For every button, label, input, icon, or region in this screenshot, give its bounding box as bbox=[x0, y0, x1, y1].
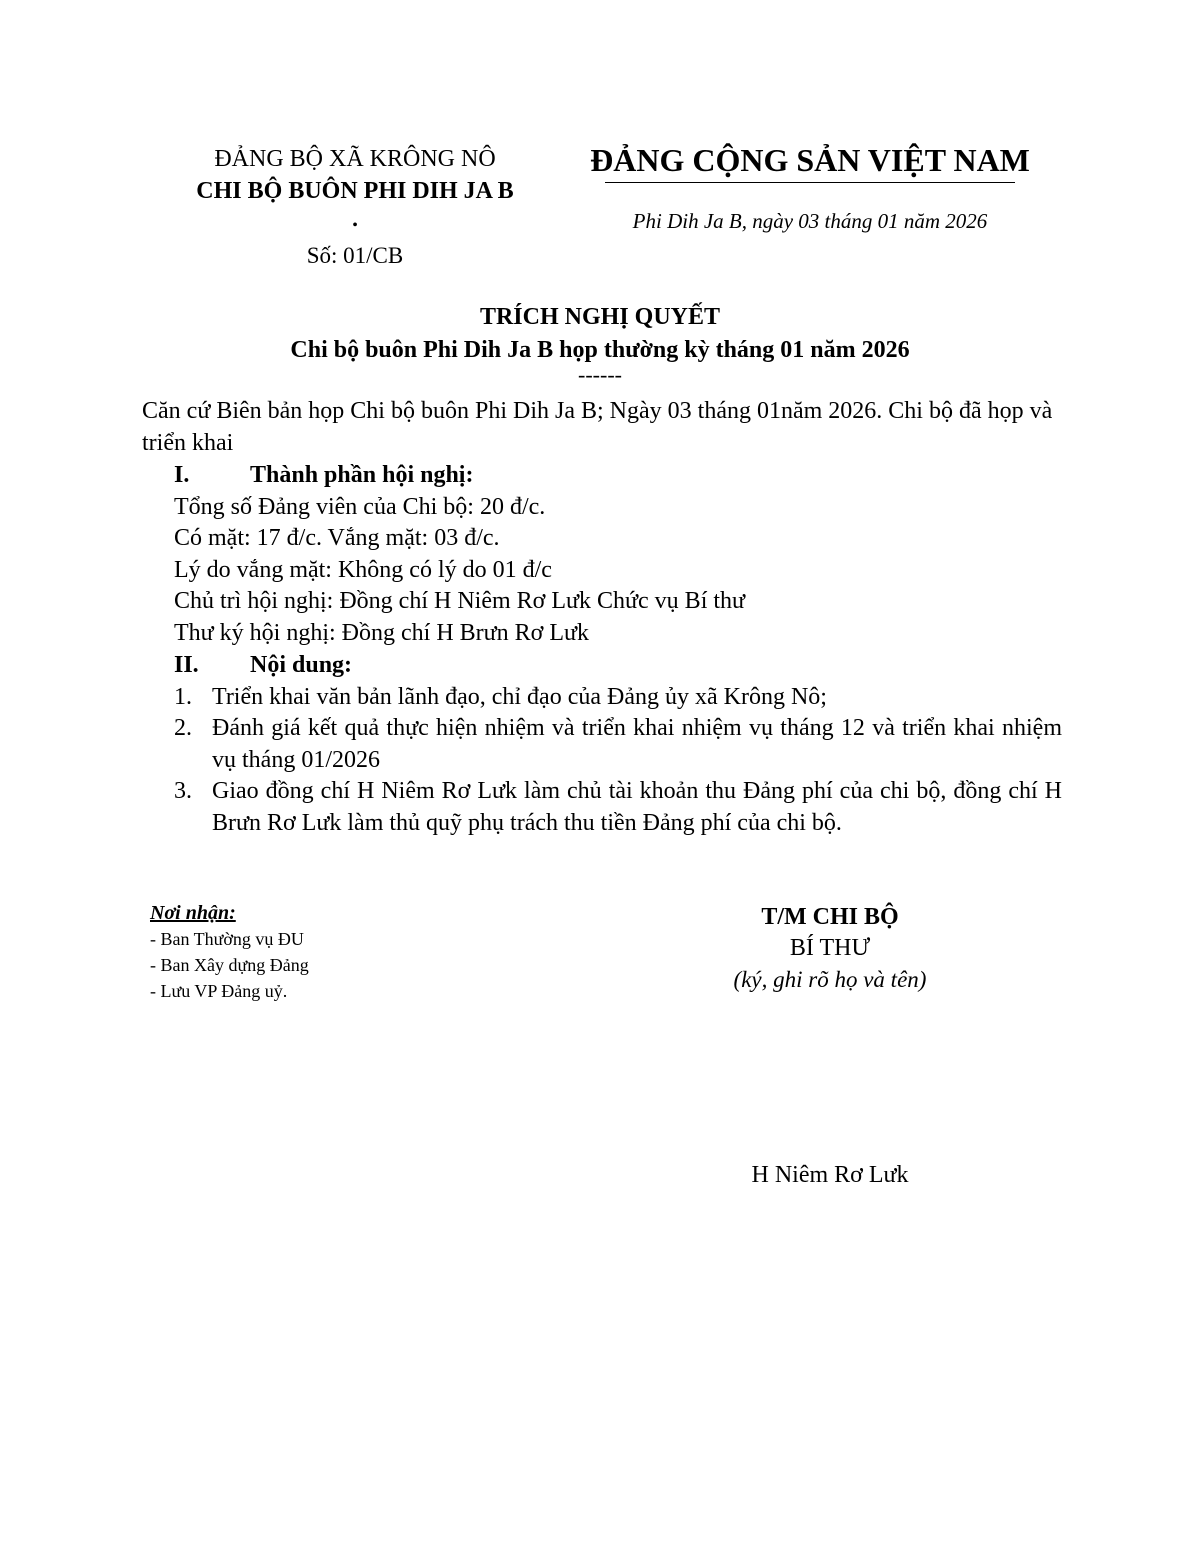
star-mark: • bbox=[352, 217, 358, 234]
content-list bbox=[142, 682, 1062, 840]
intro-paragraph: Căn cứ Biên bản họp Chi bộ buôn Phi Dih Ja B; Ngày 03 tháng 01năm 2026. Chi bộ đã họp và triển khai bbox=[142, 398, 1053, 456]
party-name: ĐẢNG CỘNG SẢN VIỆT NAM bbox=[590, 142, 1030, 178]
party-underline bbox=[605, 182, 1015, 183]
recipient-item: - Ban Xây dựng Đảng bbox=[150, 955, 309, 975]
recipient-item: - Lưu VP Đảng uỷ. bbox=[150, 981, 288, 1001]
attendance-line: Tổng số Đảng viên của Chi bộ: 20 đ/c. bbox=[174, 493, 546, 520]
recipients-heading: Nơi nhận: bbox=[150, 902, 236, 924]
section-label: Thành phần hội nghị: bbox=[250, 462, 474, 488]
list-item bbox=[142, 682, 1062, 714]
list-item-text: Giao đồng chí H Niêm Rơ Lưk làm chủ tài khoản thu Đảng phí của chi bộ, đồng chí H Brưn Rơ Lưk làm thủ quỹ phụ trách thu tiền Đảng phí của chi bộ. bbox=[212, 778, 1062, 836]
list-item bbox=[142, 713, 1062, 776]
signature-role: T/M CHI BỘ bbox=[761, 904, 899, 930]
section-heading-attendance bbox=[142, 460, 1062, 492]
org-name: CHI BỘ BUÔN PHI DIH JA B bbox=[196, 178, 514, 204]
document-title: TRÍCH NGHỊ QUYẾT bbox=[479, 304, 721, 330]
section-label: Nội dung: bbox=[250, 652, 353, 678]
title-separator: ------ bbox=[578, 362, 622, 387]
attendance-line: Chủ trì hội nghị: Đồng chí H Niêm Rơ Lưk Chức vụ Bí thư bbox=[174, 588, 746, 614]
document-title-block bbox=[0, 302, 1200, 385]
list-item bbox=[142, 776, 1062, 839]
party-header-block bbox=[585, 140, 1035, 236]
section-heading-content bbox=[142, 650, 1062, 682]
attendance-line: Lý do vắng mặt: Không có lý do 01 đ/c bbox=[174, 556, 552, 583]
attendance-line: Có mặt: 17 đ/c. Vắng mặt: 03 đ/c. bbox=[174, 525, 500, 551]
recipient-item: - Ban Thường vụ ĐU bbox=[150, 929, 304, 949]
parent-org: ĐẢNG BỘ XÃ KRÔNG NÔ bbox=[214, 146, 496, 172]
place-date: Phi Dih Ja B, ngày 03 tháng 01 năm 2026 bbox=[632, 209, 988, 233]
signer-name: H Niêm Rơ Lưk bbox=[751, 1162, 909, 1188]
document-body bbox=[142, 396, 1062, 839]
list-item-text: Đánh giá kết quả thực hiện nhiệm và triển khai nhiệm vụ tháng 12 và triển khai nhiệm vụ tháng 01/2026 bbox=[212, 715, 1062, 773]
signature-note: (ký, ghi rõ họ và tên) bbox=[733, 967, 927, 992]
section-number: II. bbox=[174, 652, 199, 678]
section-number: I. bbox=[174, 462, 190, 488]
document-number: Số: 01/CB bbox=[306, 243, 404, 268]
attendance-line: Thư ký hội nghị: Đồng chí H Brưn Rơ Lưk bbox=[174, 619, 590, 646]
list-item-text: Triển khai văn bản lãnh đạo, chỉ đạo của Đảng ủy xã Krông Nô; bbox=[212, 683, 827, 710]
signature-block bbox=[640, 902, 1020, 1191]
list-item-number: 2. bbox=[174, 715, 192, 741]
signature-title: BÍ THƯ bbox=[789, 935, 871, 961]
list-item-number: 3. bbox=[174, 778, 192, 804]
document-subtitle: Chi bộ buôn Phi Dih Ja B họp thường kỳ tháng 01 năm 2026 bbox=[290, 337, 910, 363]
issuing-org-block bbox=[140, 143, 570, 271]
list-item-number: 1. bbox=[174, 683, 192, 710]
recipients-block bbox=[150, 900, 510, 1004]
